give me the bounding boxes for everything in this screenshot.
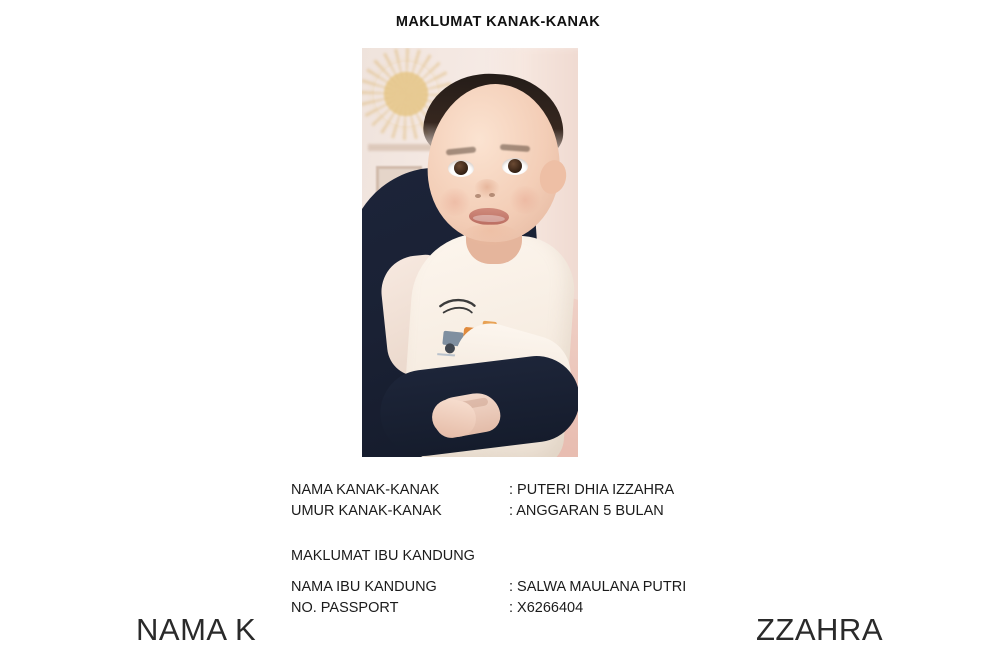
child-name-label: NAMA KANAK-KANAK bbox=[291, 482, 440, 498]
details-block bbox=[291, 480, 851, 619]
child-age-label: UMUR KANAK-KANAK bbox=[291, 503, 442, 519]
overlay-text-right: ZZAHRA bbox=[756, 612, 883, 647]
baby-cheek-right bbox=[508, 186, 542, 214]
baby-cheek-left bbox=[438, 188, 472, 216]
passport-number-value: : X6266404 bbox=[509, 600, 584, 616]
page-title: MAKLUMAT KANAK-KANAK bbox=[395, 14, 601, 30]
mother-section-heading: MAKLUMAT IBU KANDUNG bbox=[291, 548, 475, 564]
field-row bbox=[291, 577, 851, 598]
overlay-text-left: NAMA K bbox=[136, 612, 257, 647]
baby-chin-shape bbox=[462, 224, 518, 246]
field-row bbox=[291, 480, 851, 501]
child-photo-illustration bbox=[362, 48, 578, 457]
field-row bbox=[291, 501, 851, 522]
baby-nostril-right bbox=[489, 193, 495, 197]
mother-name-value: : SALWA MAULANA PUTRI bbox=[509, 579, 687, 595]
child-name-value: : PUTERI DHIA IZZAHRA bbox=[509, 482, 675, 498]
passport-number-label: NO. PASSPORT bbox=[291, 600, 399, 616]
baby-eye-left bbox=[448, 160, 474, 177]
baby-eye-right bbox=[502, 158, 528, 175]
child-age-value: : ANGGARAN 5 BULAN bbox=[509, 503, 664, 519]
child-photo bbox=[362, 48, 578, 457]
baby-nostril-left bbox=[475, 194, 481, 198]
mother-name-label: NAMA IBU KANDUNG bbox=[291, 579, 437, 595]
